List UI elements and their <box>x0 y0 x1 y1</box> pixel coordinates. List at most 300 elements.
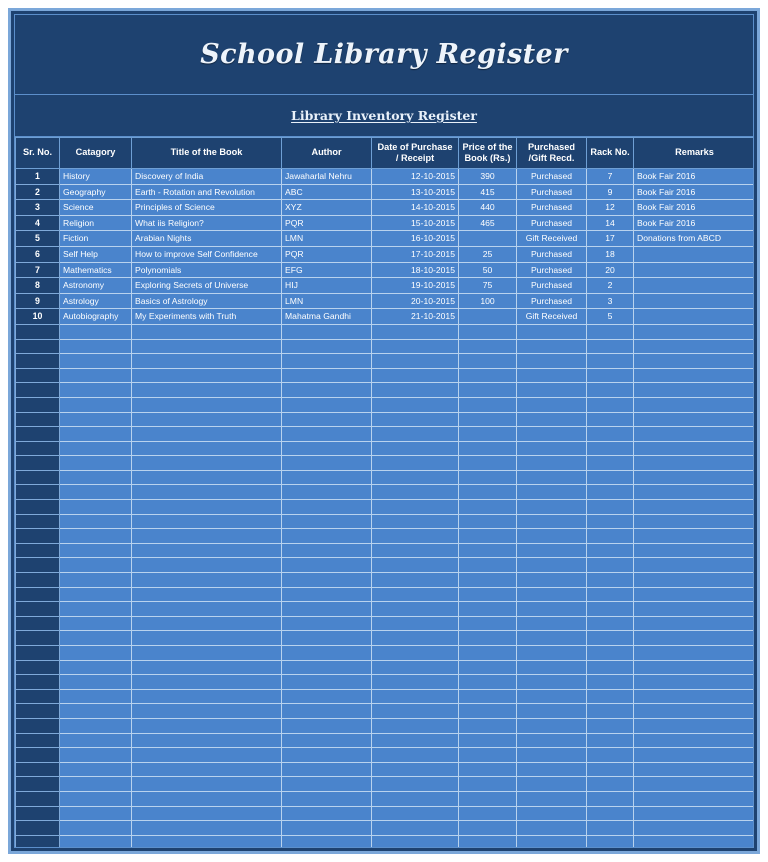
cell-date[interactable]: 13-10-2015 <box>372 184 459 200</box>
cell-sr-no[interactable] <box>16 485 60 500</box>
cell-date[interactable] <box>372 762 459 777</box>
cell-category[interactable] <box>60 689 132 704</box>
cell-purchased-gift[interactable]: Purchased <box>517 169 587 185</box>
table-row-empty[interactable] <box>16 806 755 821</box>
cell-remarks[interactable] <box>634 835 755 848</box>
table-row-empty[interactable] <box>16 660 755 675</box>
table-row[interactable] <box>16 278 755 294</box>
table-row-empty[interactable] <box>16 558 755 573</box>
cell-date[interactable] <box>372 718 459 733</box>
cell-rack-no[interactable]: 14 <box>587 215 634 231</box>
cell-sr-no[interactable] <box>16 543 60 558</box>
cell-remarks[interactable] <box>634 616 755 631</box>
cell-purchased-gift[interactable]: Purchased <box>517 215 587 231</box>
cell-price[interactable]: 50 <box>459 262 517 278</box>
cell-price[interactable] <box>459 646 517 661</box>
cell-remarks[interactable] <box>634 689 755 704</box>
cell-sr-no[interactable] <box>16 733 60 748</box>
cell-sr-no[interactable] <box>16 689 60 704</box>
cell-sr-no[interactable] <box>16 806 60 821</box>
cell-category[interactable] <box>60 397 132 412</box>
cell-price[interactable] <box>459 777 517 792</box>
cell-sr-no[interactable] <box>16 646 60 661</box>
cell-rack-no[interactable] <box>587 646 634 661</box>
cell-purchased-gift[interactable]: Purchased <box>517 293 587 309</box>
cell-purchased-gift[interactable] <box>517 383 587 398</box>
cell-title[interactable] <box>132 675 282 690</box>
cell-purchased-gift[interactable] <box>517 558 587 573</box>
cell-author[interactable] <box>282 383 372 398</box>
cell-title[interactable] <box>132 777 282 792</box>
cell-remarks[interactable] <box>634 529 755 544</box>
cell-date[interactable] <box>372 339 459 354</box>
cell-category[interactable] <box>60 675 132 690</box>
cell-category[interactable] <box>60 383 132 398</box>
cell-purchased-gift[interactable] <box>517 777 587 792</box>
cell-author[interactable] <box>282 675 372 690</box>
cell-author[interactable]: PQR <box>282 246 372 262</box>
table-row-empty[interactable] <box>16 675 755 690</box>
table-row-empty[interactable] <box>16 587 755 602</box>
table-row[interactable] <box>16 231 755 247</box>
table-row-empty[interactable] <box>16 354 755 369</box>
cell-purchased-gift[interactable] <box>517 441 587 456</box>
cell-rack-no[interactable] <box>587 602 634 617</box>
cell-purchased-gift[interactable] <box>517 543 587 558</box>
cell-price[interactable] <box>459 821 517 836</box>
cell-category[interactable]: Mathematics <box>60 262 132 278</box>
cell-remarks[interactable] <box>634 543 755 558</box>
cell-category[interactable] <box>60 821 132 836</box>
cell-date[interactable] <box>372 821 459 836</box>
cell-rack-no[interactable]: 7 <box>587 169 634 185</box>
cell-price[interactable] <box>459 689 517 704</box>
cell-category[interactable] <box>60 427 132 442</box>
cell-category[interactable] <box>60 339 132 354</box>
cell-title[interactable] <box>132 456 282 471</box>
cell-sr-no[interactable] <box>16 427 60 442</box>
cell-purchased-gift[interactable] <box>517 660 587 675</box>
cell-author[interactable] <box>282 485 372 500</box>
cell-author[interactable] <box>282 558 372 573</box>
cell-price[interactable] <box>459 718 517 733</box>
table-row-empty[interactable] <box>16 529 755 544</box>
cell-title[interactable]: Earth - Rotation and Revolution <box>132 184 282 200</box>
cell-author[interactable] <box>282 397 372 412</box>
cell-price[interactable] <box>459 529 517 544</box>
cell-sr-no[interactable] <box>16 835 60 848</box>
cell-purchased-gift[interactable] <box>517 791 587 806</box>
cell-rack-no[interactable] <box>587 675 634 690</box>
cell-date[interactable] <box>372 529 459 544</box>
cell-price[interactable] <box>459 412 517 427</box>
cell-category[interactable]: Astronomy <box>60 278 132 294</box>
cell-date[interactable] <box>372 354 459 369</box>
table-row-empty[interactable] <box>16 762 755 777</box>
cell-remarks[interactable] <box>634 762 755 777</box>
cell-sr-no[interactable] <box>16 748 60 763</box>
cell-remarks[interactable] <box>634 397 755 412</box>
cell-date[interactable] <box>372 616 459 631</box>
cell-sr-no[interactable] <box>16 558 60 573</box>
cell-author[interactable] <box>282 368 372 383</box>
cell-rack-no[interactable]: 17 <box>587 231 634 247</box>
cell-date[interactable] <box>372 485 459 500</box>
cell-category[interactable] <box>60 573 132 588</box>
cell-remarks[interactable]: Donations from ABCD <box>634 231 755 247</box>
cell-date[interactable]: 20-10-2015 <box>372 293 459 309</box>
cell-purchased-gift[interactable]: Purchased <box>517 246 587 262</box>
cell-remarks[interactable] <box>634 383 755 398</box>
cell-remarks[interactable] <box>634 733 755 748</box>
cell-purchased-gift[interactable] <box>517 689 587 704</box>
cell-sr-no[interactable]: 8 <box>16 278 60 294</box>
cell-rack-no[interactable] <box>587 718 634 733</box>
cell-category[interactable] <box>60 718 132 733</box>
cell-category[interactable] <box>60 514 132 529</box>
cell-author[interactable]: HIJ <box>282 278 372 294</box>
table-row[interactable] <box>16 215 755 231</box>
cell-sr-no[interactable]: 9 <box>16 293 60 309</box>
cell-remarks[interactable] <box>634 354 755 369</box>
cell-sr-no[interactable] <box>16 602 60 617</box>
cell-remarks[interactable] <box>634 675 755 690</box>
cell-sr-no[interactable] <box>16 324 60 339</box>
cell-author[interactable] <box>282 660 372 675</box>
cell-remarks[interactable] <box>634 660 755 675</box>
cell-rack-no[interactable] <box>587 587 634 602</box>
cell-category[interactable] <box>60 733 132 748</box>
cell-title[interactable] <box>132 835 282 848</box>
cell-price[interactable] <box>459 441 517 456</box>
cell-sr-no[interactable] <box>16 718 60 733</box>
cell-sr-no[interactable] <box>16 791 60 806</box>
cell-title[interactable] <box>132 660 282 675</box>
cell-category[interactable]: Autobiography <box>60 309 132 325</box>
cell-author[interactable] <box>282 514 372 529</box>
cell-author[interactable] <box>282 354 372 369</box>
table-row[interactable] <box>16 246 755 262</box>
cell-purchased-gift[interactable] <box>517 324 587 339</box>
cell-category[interactable] <box>60 777 132 792</box>
table-row-empty[interactable] <box>16 573 755 588</box>
cell-remarks[interactable] <box>634 514 755 529</box>
cell-date[interactable] <box>372 427 459 442</box>
cell-price[interactable] <box>459 470 517 485</box>
cell-title[interactable] <box>132 383 282 398</box>
cell-price[interactable] <box>459 733 517 748</box>
table-row-empty[interactable] <box>16 646 755 661</box>
cell-rack-no[interactable] <box>587 733 634 748</box>
table-row[interactable] <box>16 309 755 325</box>
cell-title[interactable] <box>132 354 282 369</box>
cell-author[interactable] <box>282 821 372 836</box>
cell-purchased-gift[interactable] <box>517 602 587 617</box>
cell-rack-no[interactable] <box>587 616 634 631</box>
cell-sr-no[interactable]: 1 <box>16 169 60 185</box>
cell-remarks[interactable] <box>634 500 755 515</box>
table-row-empty[interactable] <box>16 791 755 806</box>
table-row-empty[interactable] <box>16 543 755 558</box>
cell-purchased-gift[interactable] <box>517 339 587 354</box>
cell-date[interactable] <box>372 324 459 339</box>
cell-sr-no[interactable] <box>16 704 60 719</box>
cell-remarks[interactable]: Book Fair 2016 <box>634 184 755 200</box>
cell-sr-no[interactable]: 7 <box>16 262 60 278</box>
cell-date[interactable]: 15-10-2015 <box>372 215 459 231</box>
cell-price[interactable] <box>459 616 517 631</box>
cell-date[interactable] <box>372 631 459 646</box>
table-row[interactable] <box>16 184 755 200</box>
cell-title[interactable] <box>132 441 282 456</box>
cell-date[interactable] <box>372 689 459 704</box>
cell-title[interactable]: Principles of Science <box>132 200 282 216</box>
table-row-empty[interactable] <box>16 427 755 442</box>
cell-author[interactable] <box>282 573 372 588</box>
cell-price[interactable] <box>459 835 517 848</box>
cell-author[interactable] <box>282 470 372 485</box>
cell-date[interactable] <box>372 514 459 529</box>
cell-sr-no[interactable] <box>16 412 60 427</box>
cell-rack-no[interactable] <box>587 748 634 763</box>
cell-title[interactable] <box>132 631 282 646</box>
cell-purchased-gift[interactable] <box>517 500 587 515</box>
cell-title[interactable] <box>132 324 282 339</box>
cell-author[interactable] <box>282 456 372 471</box>
cell-price[interactable] <box>459 354 517 369</box>
cell-title[interactable]: Discovery of India <box>132 169 282 185</box>
cell-purchased-gift[interactable]: Purchased <box>517 278 587 294</box>
cell-author[interactable]: XYZ <box>282 200 372 216</box>
cell-rack-no[interactable]: 2 <box>587 278 634 294</box>
cell-remarks[interactable] <box>634 412 755 427</box>
cell-price[interactable] <box>459 456 517 471</box>
cell-price[interactable] <box>459 660 517 675</box>
cell-author[interactable] <box>282 689 372 704</box>
cell-date[interactable] <box>372 777 459 792</box>
cell-remarks[interactable] <box>634 646 755 661</box>
cell-price[interactable] <box>459 309 517 325</box>
cell-category[interactable] <box>60 762 132 777</box>
cell-remarks[interactable] <box>634 821 755 836</box>
cell-purchased-gift[interactable] <box>517 616 587 631</box>
cell-date[interactable]: 18-10-2015 <box>372 262 459 278</box>
cell-sr-no[interactable]: 10 <box>16 309 60 325</box>
cell-purchased-gift[interactable] <box>517 733 587 748</box>
cell-remarks[interactable] <box>634 456 755 471</box>
cell-author[interactable] <box>282 791 372 806</box>
cell-remarks[interactable] <box>634 573 755 588</box>
cell-rack-no[interactable] <box>587 427 634 442</box>
cell-sr-no[interactable] <box>16 821 60 836</box>
cell-purchased-gift[interactable]: Gift Received <box>517 231 587 247</box>
cell-sr-no[interactable] <box>16 573 60 588</box>
cell-rack-no[interactable] <box>587 470 634 485</box>
cell-date[interactable] <box>372 441 459 456</box>
cell-title[interactable]: What iis Religion? <box>132 215 282 231</box>
cell-category[interactable] <box>60 529 132 544</box>
cell-author[interactable] <box>282 748 372 763</box>
cell-rack-no[interactable] <box>587 514 634 529</box>
cell-category[interactable] <box>60 354 132 369</box>
cell-purchased-gift[interactable] <box>517 704 587 719</box>
cell-price[interactable] <box>459 704 517 719</box>
cell-date[interactable]: 21-10-2015 <box>372 309 459 325</box>
cell-author[interactable] <box>282 646 372 661</box>
table-row-empty[interactable] <box>16 821 755 836</box>
cell-remarks[interactable] <box>634 602 755 617</box>
cell-title[interactable] <box>132 339 282 354</box>
cell-category[interactable] <box>60 587 132 602</box>
cell-category[interactable] <box>60 412 132 427</box>
cell-price[interactable] <box>459 383 517 398</box>
cell-date[interactable] <box>372 835 459 848</box>
cell-author[interactable]: PQR <box>282 215 372 231</box>
cell-title[interactable] <box>132 412 282 427</box>
cell-title[interactable] <box>132 718 282 733</box>
cell-sr-no[interactable]: 6 <box>16 246 60 262</box>
cell-remarks[interactable] <box>634 262 755 278</box>
cell-category[interactable] <box>60 616 132 631</box>
cell-purchased-gift[interactable] <box>517 631 587 646</box>
cell-rack-no[interactable] <box>587 806 634 821</box>
cell-author[interactable]: ABC <box>282 184 372 200</box>
cell-price[interactable]: 465 <box>459 215 517 231</box>
cell-author[interactable] <box>282 543 372 558</box>
cell-purchased-gift[interactable] <box>517 835 587 848</box>
cell-purchased-gift[interactable] <box>517 412 587 427</box>
cell-price[interactable]: 440 <box>459 200 517 216</box>
cell-price[interactable] <box>459 748 517 763</box>
cell-sr-no[interactable] <box>16 500 60 515</box>
cell-date[interactable] <box>372 470 459 485</box>
cell-title[interactable] <box>132 368 282 383</box>
cell-date[interactable] <box>372 587 459 602</box>
cell-author[interactable] <box>282 324 372 339</box>
cell-rack-no[interactable]: 18 <box>587 246 634 262</box>
cell-rack-no[interactable] <box>587 660 634 675</box>
cell-title[interactable] <box>132 529 282 544</box>
table-row[interactable] <box>16 200 755 216</box>
cell-remarks[interactable]: Book Fair 2016 <box>634 169 755 185</box>
cell-price[interactable] <box>459 485 517 500</box>
cell-sr-no[interactable] <box>16 441 60 456</box>
cell-remarks[interactable] <box>634 791 755 806</box>
cell-purchased-gift[interactable] <box>517 748 587 763</box>
cell-price[interactable] <box>459 339 517 354</box>
table-row-empty[interactable] <box>16 339 755 354</box>
cell-price[interactable] <box>459 631 517 646</box>
cell-price[interactable]: 415 <box>459 184 517 200</box>
table-row-empty[interactable] <box>16 397 755 412</box>
cell-remarks[interactable] <box>634 324 755 339</box>
cell-category[interactable] <box>60 646 132 661</box>
cell-category[interactable] <box>60 748 132 763</box>
cell-remarks[interactable] <box>634 704 755 719</box>
cell-sr-no[interactable] <box>16 368 60 383</box>
cell-price[interactable] <box>459 806 517 821</box>
cell-price[interactable] <box>459 500 517 515</box>
cell-category[interactable] <box>60 791 132 806</box>
cell-title[interactable] <box>132 485 282 500</box>
cell-author[interactable] <box>282 777 372 792</box>
cell-date[interactable] <box>372 500 459 515</box>
cell-title[interactable] <box>132 646 282 661</box>
cell-remarks[interactable] <box>634 368 755 383</box>
cell-date[interactable] <box>372 733 459 748</box>
cell-remarks[interactable]: Book Fair 2016 <box>634 215 755 231</box>
cell-title[interactable] <box>132 397 282 412</box>
cell-remarks[interactable] <box>634 558 755 573</box>
cell-author[interactable] <box>282 733 372 748</box>
cell-category[interactable] <box>60 368 132 383</box>
cell-purchased-gift[interactable] <box>517 368 587 383</box>
cell-remarks[interactable] <box>634 718 755 733</box>
cell-sr-no[interactable] <box>16 529 60 544</box>
cell-price[interactable]: 75 <box>459 278 517 294</box>
cell-price[interactable] <box>459 514 517 529</box>
cell-price[interactable] <box>459 675 517 690</box>
cell-author[interactable] <box>282 587 372 602</box>
cell-date[interactable]: 17-10-2015 <box>372 246 459 262</box>
table-row-empty[interactable] <box>16 485 755 500</box>
cell-title[interactable]: Arabian Nights <box>132 231 282 247</box>
cell-rack-no[interactable] <box>587 456 634 471</box>
cell-purchased-gift[interactable] <box>517 427 587 442</box>
table-row-empty[interactable] <box>16 631 755 646</box>
cell-purchased-gift[interactable] <box>517 675 587 690</box>
cell-rack-no[interactable]: 3 <box>587 293 634 309</box>
cell-date[interactable] <box>372 412 459 427</box>
cell-remarks[interactable] <box>634 309 755 325</box>
cell-category[interactable] <box>60 456 132 471</box>
cell-rack-no[interactable] <box>587 441 634 456</box>
cell-rack-no[interactable] <box>587 821 634 836</box>
cell-sr-no[interactable] <box>16 383 60 398</box>
cell-sr-no[interactable] <box>16 354 60 369</box>
cell-purchased-gift[interactable] <box>517 470 587 485</box>
cell-sr-no[interactable] <box>16 631 60 646</box>
cell-title[interactable] <box>132 558 282 573</box>
cell-price[interactable] <box>459 558 517 573</box>
cell-sr-no[interactable] <box>16 660 60 675</box>
table-row-empty[interactable] <box>16 602 755 617</box>
cell-purchased-gift[interactable] <box>517 646 587 661</box>
cell-rack-no[interactable] <box>587 762 634 777</box>
cell-price[interactable]: 100 <box>459 293 517 309</box>
cell-price[interactable] <box>459 397 517 412</box>
table-row-empty[interactable] <box>16 777 755 792</box>
table-row-empty[interactable] <box>16 748 755 763</box>
cell-sr-no[interactable] <box>16 514 60 529</box>
cell-title[interactable]: My Experiments with Truth <box>132 309 282 325</box>
cell-category[interactable] <box>60 602 132 617</box>
cell-date[interactable] <box>372 456 459 471</box>
cell-date[interactable] <box>372 383 459 398</box>
cell-rack-no[interactable]: 12 <box>587 200 634 216</box>
cell-sr-no[interactable] <box>16 456 60 471</box>
cell-remarks[interactable] <box>634 748 755 763</box>
cell-category[interactable] <box>60 631 132 646</box>
cell-rack-no[interactable] <box>587 791 634 806</box>
cell-category[interactable]: History <box>60 169 132 185</box>
cell-sr-no[interactable] <box>16 777 60 792</box>
cell-author[interactable] <box>282 602 372 617</box>
cell-purchased-gift[interactable]: Purchased <box>517 184 587 200</box>
cell-rack-no[interactable] <box>587 412 634 427</box>
cell-category[interactable] <box>60 324 132 339</box>
cell-author[interactable] <box>282 704 372 719</box>
